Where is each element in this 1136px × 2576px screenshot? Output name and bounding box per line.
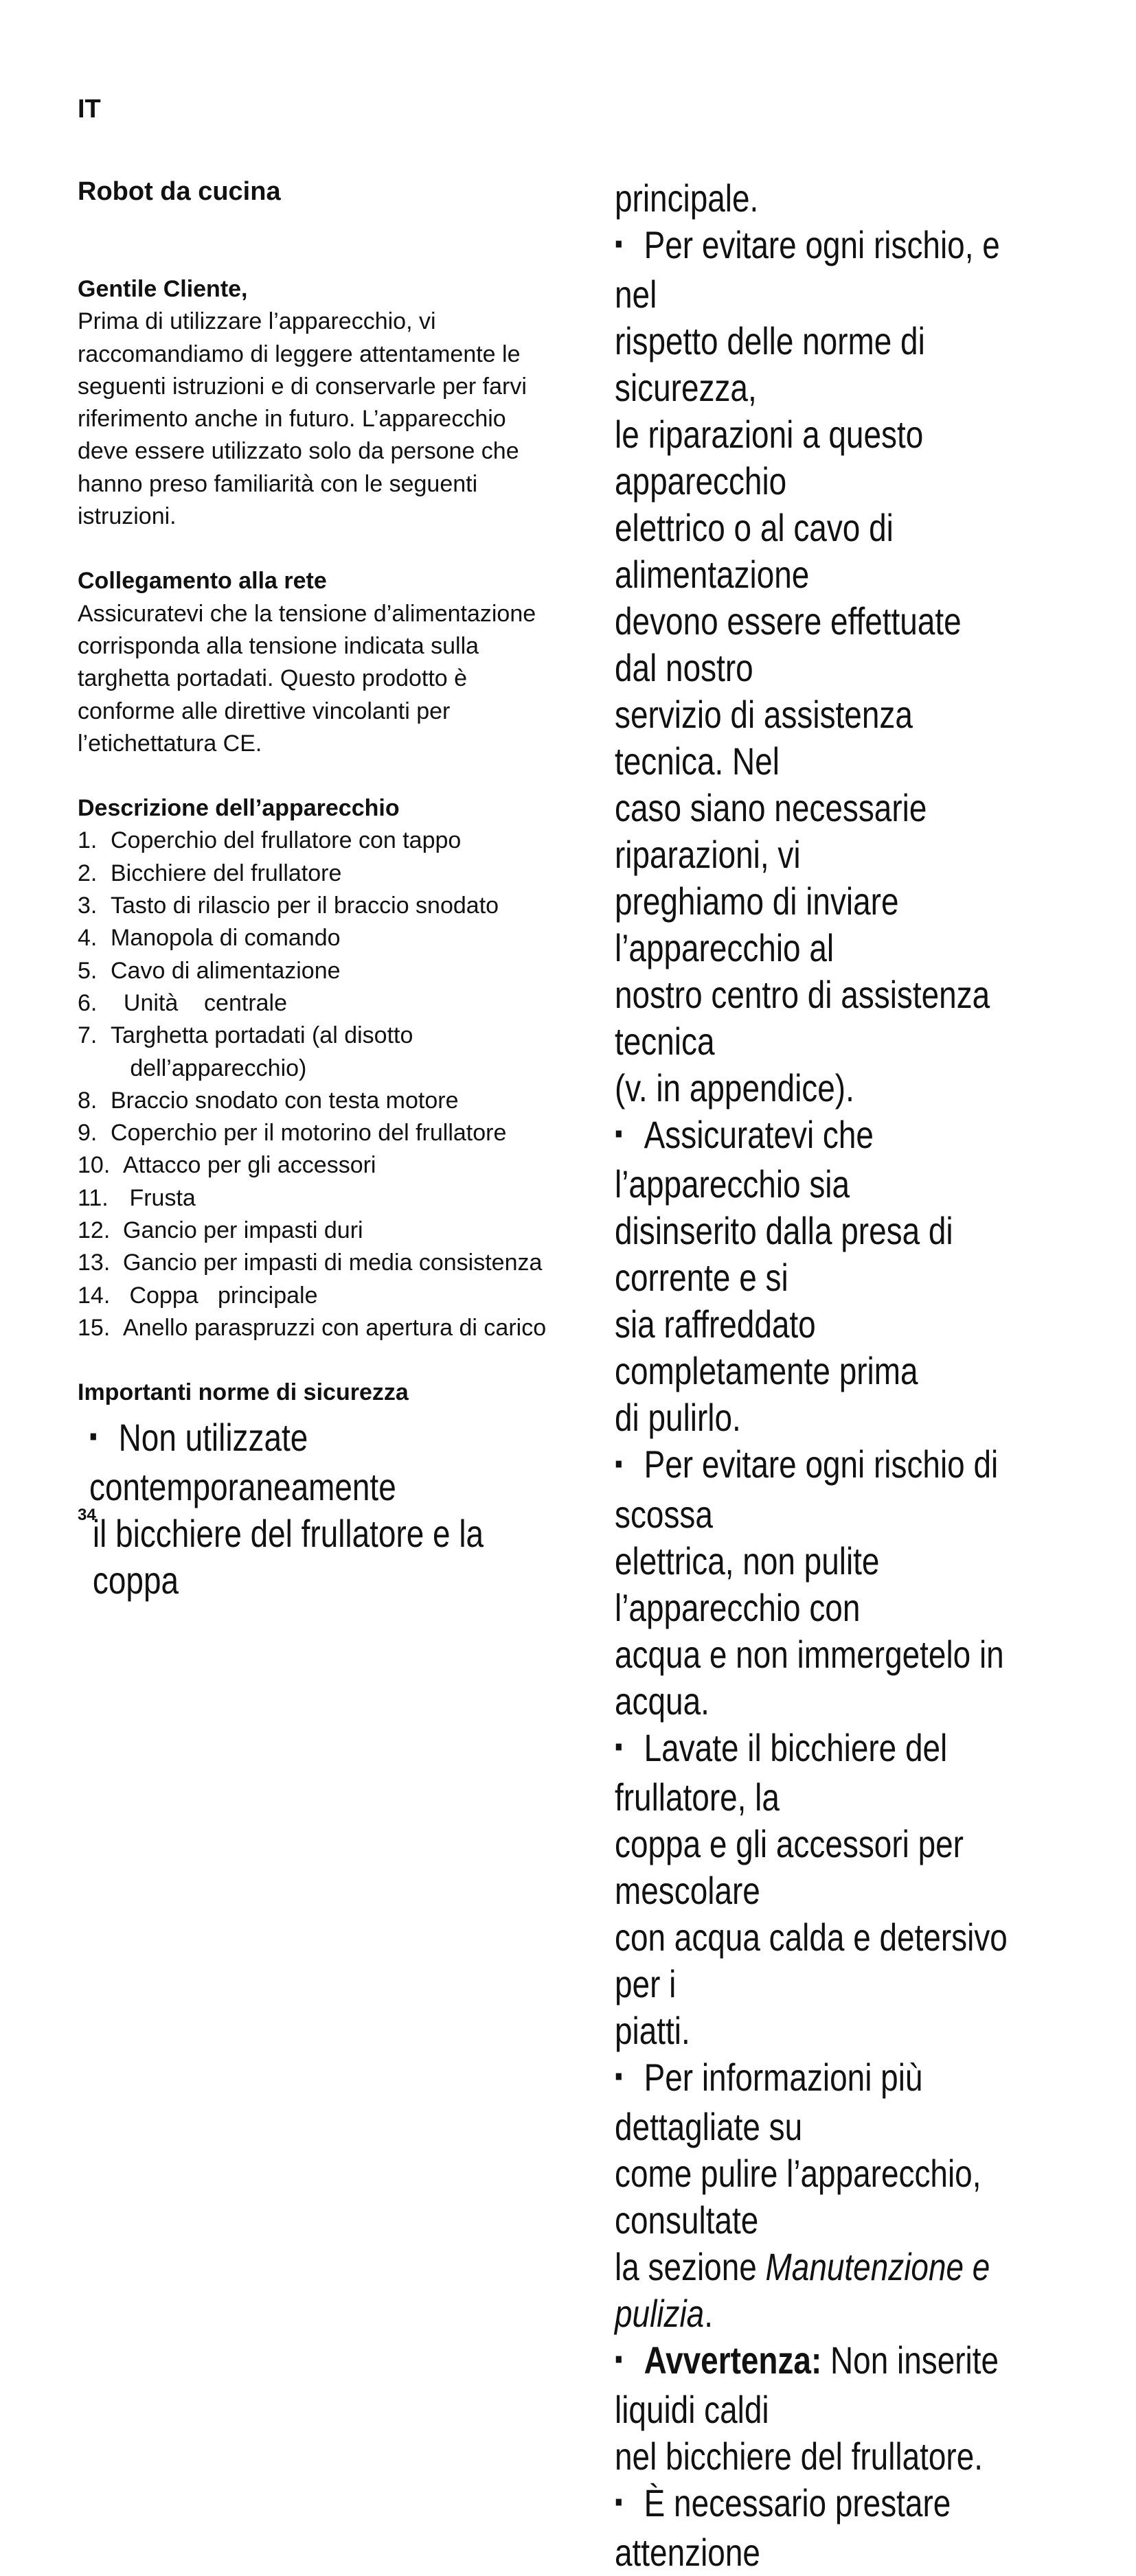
bullet-line bbox=[615, 1301, 1009, 1394]
bullet-line bbox=[615, 785, 1009, 878]
list-item-number: 11. bbox=[78, 1184, 109, 1211]
list-item-number: 9. bbox=[78, 1120, 98, 1147]
bullet-marker: ▪ bbox=[615, 2344, 623, 2375]
list-item bbox=[78, 1312, 572, 1344]
bullet-text: Per informazioni più dettagliate su bbox=[615, 2055, 923, 2149]
bullet-text: caso siano necessarie riparazioni, vi bbox=[615, 786, 927, 877]
bullet-text: rispetto delle norme di sicurezza, bbox=[615, 319, 925, 410]
list-item-text: Manopola di comando bbox=[111, 925, 341, 952]
warning-bullet bbox=[615, 2337, 1009, 2433]
list-item bbox=[78, 858, 572, 890]
list-item-number: 1. bbox=[78, 827, 98, 854]
list-item bbox=[78, 1247, 572, 1279]
bullet-text: devono essere effettuate dal nostro bbox=[615, 599, 962, 690]
bullet-line bbox=[615, 222, 1009, 318]
safety-bullet bbox=[615, 1725, 1009, 2054]
safety-heading: Importanti norme di sicurezza bbox=[78, 1379, 409, 1406]
paragraph-line: istruzioni. bbox=[78, 503, 177, 530]
bullet-text: il bicchiere del frullatore e la coppa bbox=[92, 1512, 484, 1602]
bullet-text: piatti. bbox=[615, 2008, 690, 2052]
bullet-marker: ▪ bbox=[615, 1118, 623, 1149]
paragraph-line: hanno preso familiarità con le seguenti bbox=[78, 470, 478, 497]
bullet-line bbox=[615, 1394, 1009, 1441]
left-column bbox=[78, 273, 572, 1410]
list-item-text: Cavo di alimentazione bbox=[111, 957, 341, 984]
bullet-line bbox=[615, 1441, 1009, 1537]
list-item-text: Braccio snodato con testa motore bbox=[111, 1087, 459, 1114]
list-item-number: 7. bbox=[78, 1022, 98, 1049]
bullet-line bbox=[615, 2008, 1009, 2054]
list-item-number bbox=[78, 1053, 111, 1085]
list-item-number: 6. bbox=[78, 989, 98, 1016]
bullet-line bbox=[615, 1725, 1009, 1821]
list-item bbox=[78, 1053, 572, 1085]
bullet-text: nostro centro di assistenza tecnica bbox=[615, 973, 990, 1063]
bullet-line bbox=[615, 878, 1009, 971]
component-list bbox=[78, 825, 572, 1344]
bullet-text: le riparazioni a questo apparecchio bbox=[615, 413, 924, 503]
list-item-text: Tasto di rilascio per il braccio snodato bbox=[111, 893, 499, 919]
bullet-text: coppa e gli accessori per mescolare bbox=[615, 1821, 964, 1912]
bullet-text: con acqua calda e detersivo per i bbox=[615, 1915, 1008, 2005]
bullet-text: servizio di assistenza tecnica. Nel bbox=[615, 693, 913, 783]
list-item bbox=[78, 1085, 572, 1117]
paragraph-line: Assicuratevi che la tensione d’alimentazione bbox=[78, 600, 536, 627]
list-item bbox=[78, 1020, 572, 1052]
paragraph-line: corrisponda alla tensione indicata sulla bbox=[78, 632, 479, 659]
bullet-text: di pulirlo. bbox=[615, 1396, 741, 1440]
bullet-line bbox=[615, 411, 1009, 505]
list-item bbox=[78, 825, 572, 857]
paragraph-line: deve essere utilizzato solo da persone che bbox=[78, 438, 519, 465]
paragraph-line: seguenti istruzioni e di conservarle per farvi bbox=[78, 373, 527, 400]
safety-bullet bbox=[615, 222, 1009, 1112]
left-safety-bullet bbox=[89, 1414, 495, 1604]
paragraph-line: riferimento anche in futuro. L’apparecchio bbox=[78, 406, 506, 433]
list-item-number: 15. bbox=[78, 1314, 111, 1341]
paragraph-line: targhetta portadati. Questo prodotto è bbox=[78, 665, 468, 692]
bullet-marker: ▪ bbox=[89, 1421, 98, 1452]
bullet-line bbox=[615, 1631, 1009, 1725]
page-title: Robot da cucina bbox=[78, 177, 281, 206]
list-item-text: Gancio per impasti di media consistenza bbox=[123, 1250, 543, 1276]
language-code: IT bbox=[78, 95, 101, 124]
tail-italic-text: Manutenzione e pulizia bbox=[615, 2245, 990, 2336]
bullet-text: Per evitare ogni rischio, e nel bbox=[615, 223, 1000, 317]
continuation-text: principale. bbox=[615, 176, 759, 220]
list-item bbox=[78, 955, 572, 987]
bullet-marker: ▪ bbox=[615, 1731, 623, 1762]
list-item bbox=[78, 1182, 572, 1215]
list-item-text: Unità centrale bbox=[111, 989, 288, 1016]
list-item-text: Targhetta portadati (al disotto bbox=[111, 1022, 413, 1049]
bullet-marker: ▪ bbox=[615, 2061, 623, 2092]
paragraph-line: raccomandiamo di leggere attentamente le bbox=[78, 341, 521, 367]
warning-text: Non inserite liquidi caldi bbox=[615, 2338, 999, 2432]
list-item-number: 8. bbox=[78, 1087, 98, 1114]
list-item-number: 12. bbox=[78, 1217, 111, 1244]
safety-bullet-tail bbox=[615, 2244, 1009, 2337]
bullet-line bbox=[615, 318, 1009, 411]
bullet-text: come pulire l’apparecchio, consultate bbox=[615, 2152, 981, 2242]
page-number: 34 bbox=[78, 1506, 96, 1524]
bullet-text: Per evitare ogni rischio di scossa bbox=[615, 1442, 999, 1536]
greeting-text bbox=[78, 306, 572, 533]
list-item-number: 3. bbox=[78, 893, 98, 919]
bullet-marker: ▪ bbox=[615, 2487, 623, 2518]
paragraph-line: l’etichettatura CE. bbox=[78, 730, 262, 757]
bullet-line bbox=[615, 1208, 1009, 1301]
connection-heading: Collegamento alla rete bbox=[78, 568, 327, 595]
safety-bullet bbox=[615, 2054, 1009, 2244]
list-item-text: Attacco per gli accessori bbox=[123, 1152, 376, 1179]
list-item-number: 4. bbox=[78, 925, 98, 952]
list-item bbox=[78, 1117, 572, 1149]
bullet-text: disinserito dalla presa di corrente e si bbox=[615, 1209, 953, 1300]
bullet-line bbox=[615, 2150, 1009, 2244]
bullet-line bbox=[615, 598, 1009, 691]
list-item bbox=[78, 922, 572, 954]
list-item-number: 2. bbox=[78, 860, 98, 886]
bullet-line bbox=[615, 505, 1009, 598]
bullet-line bbox=[615, 971, 1009, 1065]
bullet-line bbox=[615, 1914, 1009, 2008]
bullet-line bbox=[615, 2054, 1009, 2150]
bullet-line bbox=[615, 1112, 1009, 1208]
bullet-text: Lavate il bicchiere del frullatore, la bbox=[615, 1725, 948, 1819]
warning-label: Avvertenza: bbox=[644, 2338, 822, 2382]
description-heading: Descrizione dell’apparecchio bbox=[78, 795, 400, 822]
tail-text: la sezione bbox=[615, 2245, 766, 2289]
paragraph-line: Prima di utilizzare l’apparecchio, vi bbox=[78, 308, 436, 335]
list-item bbox=[78, 987, 572, 1020]
list-item bbox=[78, 890, 572, 922]
right-column bbox=[615, 175, 1009, 2576]
list-item-text: Gancio per impasti duri bbox=[123, 1217, 363, 1244]
list-item-number: 10. bbox=[78, 1152, 111, 1179]
bullet-text: acqua e non immergetelo in acqua. bbox=[615, 1632, 1004, 1723]
list-item-number: 5. bbox=[78, 957, 98, 984]
bullet-text: Assicuratevi che l’apparecchio sia bbox=[615, 1113, 874, 1206]
list-item-text: dell’apparecchio) bbox=[111, 1055, 307, 1081]
safety-bullet bbox=[615, 1441, 1009, 1724]
bullet-text: preghiamo di inviare l’apparecchio al bbox=[615, 879, 899, 970]
bullet-line bbox=[615, 1065, 1009, 1112]
bullet-text: Non utilizzate contemporaneamente bbox=[89, 1416, 396, 1509]
bullet-text: elettrico o al cavo di alimentazione bbox=[615, 506, 894, 597]
list-item-text: Coperchio per il motorino del frullatore bbox=[111, 1120, 507, 1147]
last-bullet bbox=[615, 2480, 1009, 2576]
bullet-line bbox=[615, 691, 1009, 785]
list-item-number: 14. bbox=[78, 1282, 111, 1309]
bullet-text: (v. in appendice). bbox=[615, 1066, 854, 1110]
list-item-text: Frusta bbox=[123, 1184, 196, 1211]
greeting-heading: Gentile Cliente, bbox=[78, 276, 248, 302]
list-item-text: Coperchio del frullatore con tappo bbox=[111, 827, 462, 854]
tail-suffix: . bbox=[704, 2292, 713, 2336]
bullet-text: elettrica, non pulite l’apparecchio con bbox=[615, 1539, 880, 1629]
warning-text-line2: nel bicchiere del frullatore. bbox=[615, 2435, 984, 2479]
bullet-line bbox=[615, 1821, 1009, 1914]
bullet-marker: ▪ bbox=[615, 229, 623, 260]
bullet-line bbox=[615, 1538, 1009, 1631]
bullet-text: sia raffreddato completamente prima bbox=[615, 1302, 918, 1393]
list-item bbox=[78, 1280, 572, 1312]
paragraph-line: conforme alle direttive vincolanti per bbox=[78, 698, 451, 724]
safety-bullet bbox=[615, 1112, 1009, 1441]
list-item-text: Bicchiere del frullatore bbox=[111, 860, 342, 886]
connection-text bbox=[78, 598, 572, 760]
list-item bbox=[78, 1149, 572, 1182]
list-item bbox=[78, 1215, 572, 1247]
bullet-marker: ▪ bbox=[615, 1448, 623, 1479]
list-item-text: Coppa principale bbox=[123, 1282, 318, 1309]
list-item-text: Anello paraspruzzi con apertura di carico bbox=[123, 1314, 547, 1341]
bullet-text: È necessario prestare attenzione bbox=[615, 2481, 951, 2575]
list-item-number: 13. bbox=[78, 1250, 111, 1276]
